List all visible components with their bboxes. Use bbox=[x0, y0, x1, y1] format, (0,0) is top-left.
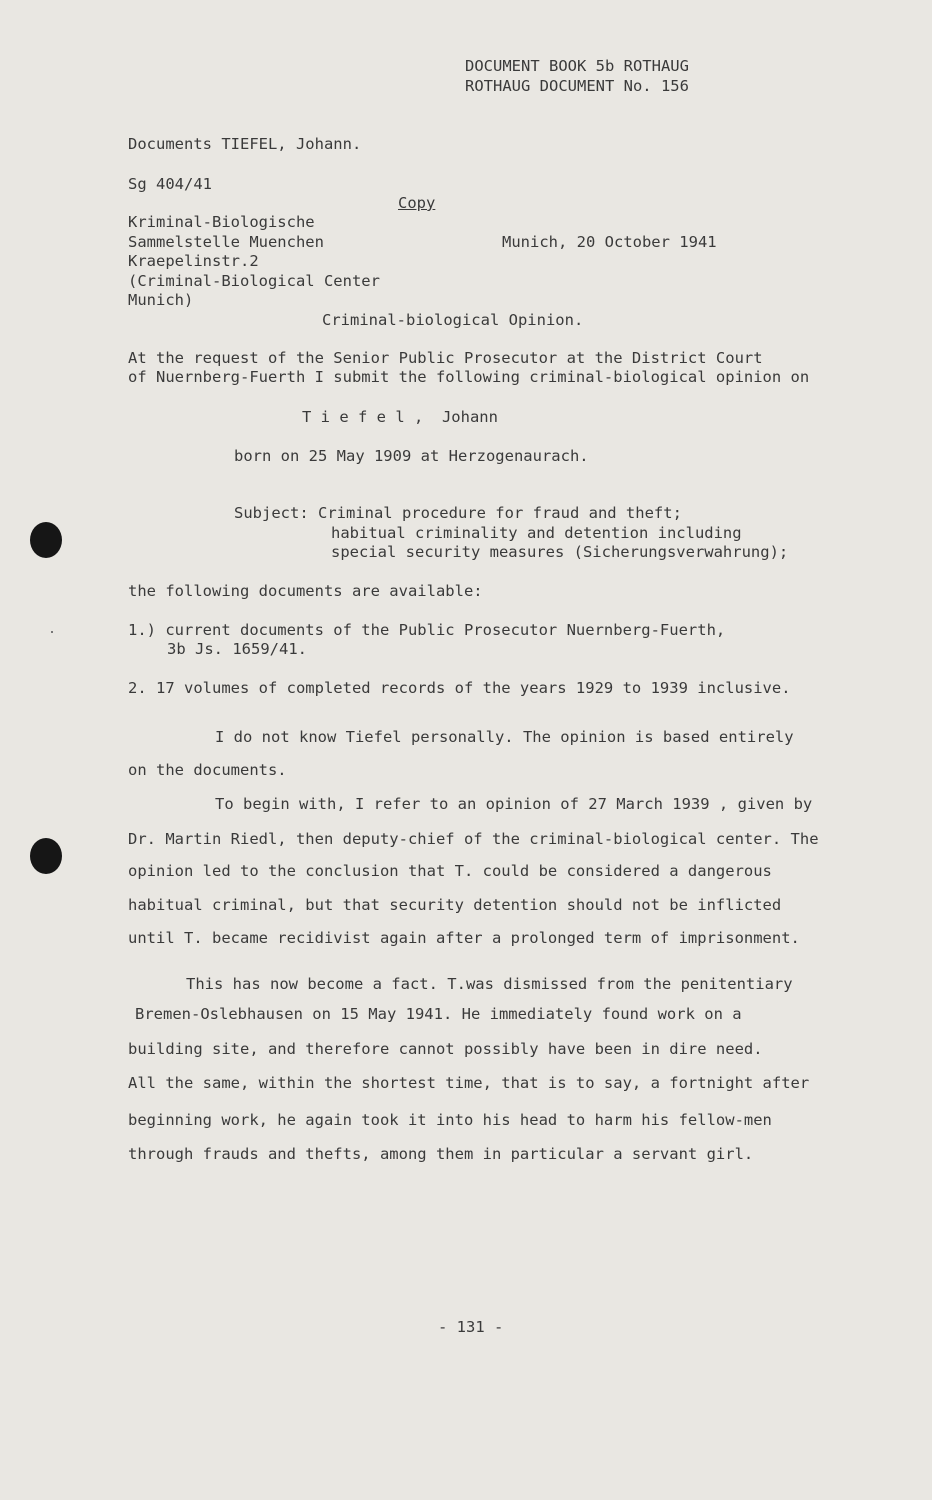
date-line: Munich, 20 October 1941 bbox=[502, 233, 717, 251]
para1-line-2: on the documents. bbox=[128, 761, 287, 779]
reference-number: Sg 404/41 bbox=[128, 175, 212, 193]
para2-line-1: To begin with, I refer to an opinion of 27 March 1939 , given by bbox=[215, 795, 813, 813]
subject-line-2: habitual criminality and detention including bbox=[331, 524, 742, 542]
para2-line-4: habitual criminal, but that security detention should not be inflicted bbox=[128, 896, 782, 914]
para1-line-1: I do not know Tiefel personally. The opinion is based entirely bbox=[215, 728, 794, 746]
document-number-header: ROTHAUG DOCUMENT No. 156 bbox=[465, 77, 689, 95]
birth-line: born on 25 May 1909 at Herzogenaurach. bbox=[234, 447, 589, 465]
para3-line-6: through frauds and thefts, among them in particular a servant girl. bbox=[128, 1145, 754, 1163]
intro-line-1: At the request of the Senior Public Prosecutor at the District Court bbox=[128, 349, 763, 367]
subject-line-1: Subject: Criminal procedure for fraud and theft; bbox=[234, 504, 682, 522]
opinion-title: Criminal-biological Opinion. bbox=[322, 311, 584, 329]
para2-line-2: Dr. Martin Riedl, then deputy-chief of the criminal-biological center. The bbox=[128, 830, 819, 848]
punch-hole-bottom bbox=[30, 838, 62, 874]
punch-hole-top bbox=[30, 522, 62, 558]
documents-subject-line: Documents TIEFEL, Johann. bbox=[128, 135, 362, 153]
sender-line-2: Sammelstelle Muenchen bbox=[128, 233, 324, 251]
sender-line-5: Munich) bbox=[128, 291, 194, 309]
para3-line-4: All the same, within the shortest time, that is to say, a fortnight after bbox=[128, 1074, 810, 1092]
copy-label: Copy bbox=[398, 194, 436, 212]
paper-speck bbox=[51, 631, 53, 633]
documents-intro: the following documents are available: bbox=[128, 582, 483, 600]
person-name: T i e f e l , Johann bbox=[302, 408, 498, 426]
sender-line-4: (Criminal-Biological Center bbox=[128, 272, 380, 290]
para3-line-5: beginning work, he again took it into his head to harm his fellow-men bbox=[128, 1111, 772, 1129]
page-number: - 131 - bbox=[438, 1318, 504, 1336]
para3-line-3: building site, and therefore cannot possibly have been in dire need. bbox=[128, 1040, 763, 1058]
para2-line-5: until T. became recidivist again after a prolonged term of imprisonment. bbox=[128, 929, 800, 947]
sender-line-1: Kriminal-Biologische bbox=[128, 213, 315, 231]
para3-line-1: This has now become a fact. T.was dismissed from the penitentiary bbox=[186, 975, 793, 993]
intro-line-2: of Nuernberg-Fuerth I submit the following criminal-biological opinion on bbox=[128, 368, 810, 386]
documents-item-2: 2. 17 volumes of completed records of the years 1929 to 1939 inclusive. bbox=[128, 679, 791, 697]
document-book-header: DOCUMENT BOOK 5b ROTHAUG bbox=[465, 57, 689, 75]
documents-item-1: 1.) current documents of the Public Prosecutor Nuernberg-Fuerth, bbox=[128, 621, 726, 639]
para3-line-2: Bremen-Oslebhausen on 15 May 1941. He immediately found work on a bbox=[135, 1005, 742, 1023]
sender-line-3: Kraepelinstr.2 bbox=[128, 252, 259, 270]
documents-item-1-ref: 3b Js. 1659/41. bbox=[167, 640, 307, 658]
subject-line-3: special security measures (Sicherungsverwahrung); bbox=[331, 543, 789, 561]
para2-line-3: opinion led to the conclusion that T. could be considered a dangerous bbox=[128, 862, 772, 880]
